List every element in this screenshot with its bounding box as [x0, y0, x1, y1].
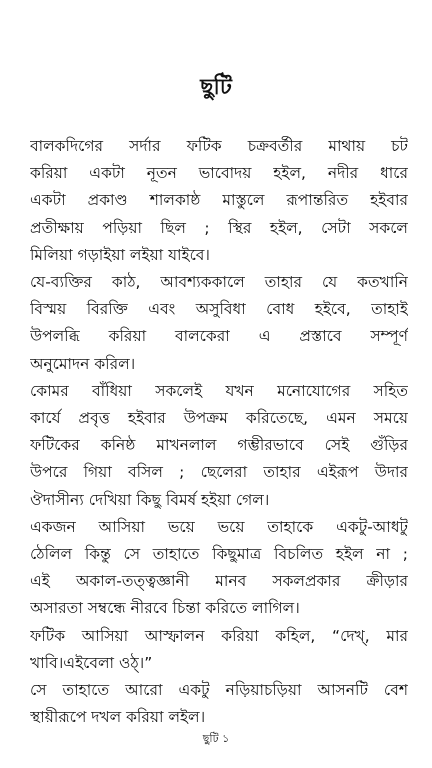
text-line: বালকদিগের সর্দার ফটিক চক্রবর্তীর মাথায় চট	[30, 137, 408, 155]
text-line: এই অকাল-তত্ত্বজ্ঞানী মানব সকলপ্রকার ক্রীড়ার	[30, 572, 408, 591]
paragraph	[30, 677, 408, 731]
text-line: করিয়া একটা নূতন ভাবোদয় হইল, নদীর ধারে	[30, 164, 408, 183]
text-line: অনুমোদন করিল।	[30, 354, 136, 373]
text-line: একজন আসিয়া ভয়ে ভয়ে তাহাকে একটু-আধটু	[30, 517, 408, 536]
text-line: কোমর বাঁধিয়া সকলেই যখন মনোযোগের সহিত	[30, 381, 408, 400]
text-line: ঠেলিল কিন্তু সে তাহাতে কিছুমাত্র বিচলিত হইল না ;	[30, 545, 408, 564]
text-line: যে-ব্যক্তির কাঠ, আবশ্যককালে তাহার যে কতখানি	[30, 273, 408, 292]
text-line: ঔদাসীন্য দেখিয়া কিছু বিমর্ষ হইয়া গেল।	[30, 490, 270, 509]
paragraph	[30, 623, 408, 677]
paragraph	[30, 514, 408, 623]
text-line: স্থায়ীরূপে দখল করিয়া লইল।	[30, 708, 206, 727]
paragraph	[30, 269, 408, 378]
text-line: বিস্ময় বিরক্তি এবং অসুবিধা বোধ হইবে, তাহাই	[30, 300, 408, 319]
text-line: প্রতীক্ষায় পড়িয়া ছিল ; স্থির হইল, সেটা সকলে	[30, 218, 408, 237]
text-line: মিলিয়া গড়াইয়া লইয়া যাইবে।	[30, 245, 210, 264]
text-line: কার্যে প্রবৃত্ত হইবার উপক্রম করিতেছে, এমন সময়ে	[30, 409, 408, 428]
text-line: সে তাহাতে আরো একটু নড়িয়াচড়িয়া আসনটি বেশ	[30, 681, 408, 700]
text-line: ফটিকের কনিষ্ঠ মাখনলাল গম্ভীরভাবে সেই গুঁড়ির	[30, 436, 408, 455]
paragraph	[30, 378, 408, 514]
paragraph	[30, 133, 408, 269]
text-line: উপরে গিয়া বসিল ; ছেলেরা তাহার এইরূপ উদার	[30, 463, 408, 482]
page-footer: ছুটি ১	[202, 732, 230, 745]
text-line: অসারতা সম্বন্ধে নীরবে চিন্তা করিতে লাগিল।	[30, 599, 300, 618]
text-line: একটা প্রকাণ্ড শালকাষ্ঠ মাস্তুলে রূপান্তরিত হইবার	[30, 191, 408, 210]
text-line: উপলব্ধি করিয়া বালকেরা এ প্রস্তাবে সম্পূর্ণ	[30, 327, 408, 346]
text-line: খাবি।এইবেলা ওঠ্।”	[30, 653, 153, 672]
text-line: ফটিক আসিয়া আস্ফালন করিয়া কহিল, “দেখ্, মার	[30, 626, 408, 645]
page-title: ছুটি	[200, 75, 232, 100]
story-text	[30, 133, 408, 731]
